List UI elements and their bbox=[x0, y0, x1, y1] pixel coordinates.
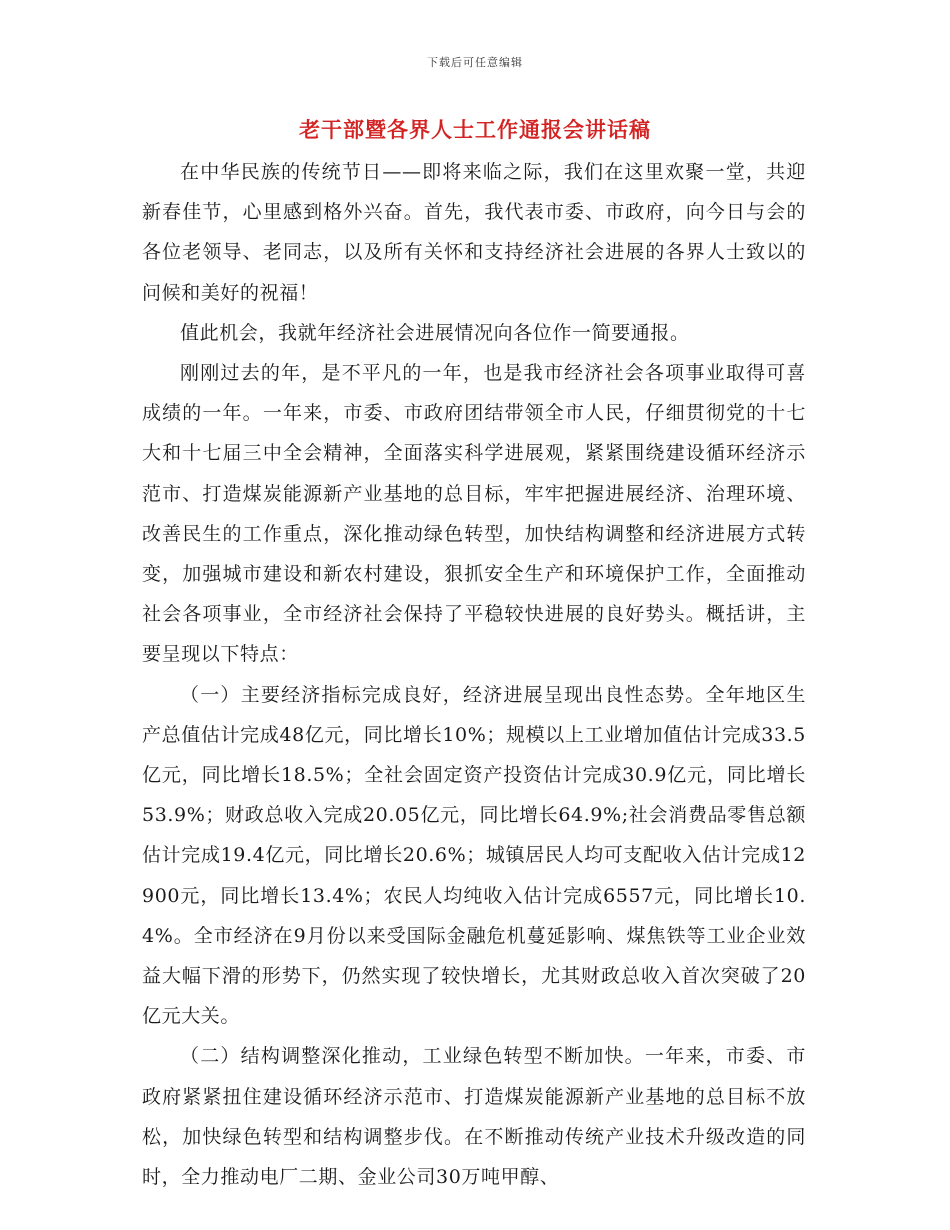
header-note: 下载后可任意编辑 bbox=[427, 56, 523, 69]
paragraph-section-1: （一）主要经济指标完成良好，经济进展呈现出良性态势。全年地区生产总值估计完成48亿元，同比增长10%；规模以上工业增加值估计完成33.5亿元，同比增长18.5%；全社会固定资产投资估计完成30.9亿元，同比增长53.9%；财政总收入完成20.05亿元，同比增长64.9%;社会消费品零售总额估计完成19.4亿元，同比增长20.6%；城镇居民人均可支配收入估计完成12900元，同比增长13.4%；农民人均纯收入估计完成6557元，同比增长10.4%。全市经济在9月份以来受国际金融危机蔓延影响、煤焦铁等工业企业效益大幅下滑的形势下，仍然实现了较快增长，尤其财政总收入首次突破了20亿元大关。 bbox=[142, 683, 806, 1028]
paragraph-section-2: （二）结构调整深化推动，工业绿色转型不断加快。一年来，市委、市政府紧紧扭住建设循环经济示范市、打造煤炭能源新产业基地的总目标不放松，加快绿色转型和结构调整步伐。在不断推动传统产业技术升级改造的同时，全力推动电厂二期、金业公司30万吨甲醇、 bbox=[142, 1045, 806, 1189]
document-title: 老干部暨各界人士工作通报会讲话稿 bbox=[299, 117, 651, 142]
document-body bbox=[142, 152, 806, 1197]
paragraph-overview: 刚刚过去的年，是不平凡的一年，也是我市经济社会各项事业取得可喜成绩的一年。一年来，市委、市政府团结带领全市人民，仔细贯彻党的十七大和十七届三中全会精神，全面落实科学进展观，紧紧围绕建设循环经济示范市、打造煤炭能源新产业基地的总目标，牢牢把握进展经济、治理环境、改善民生的工作重点，深化推动绿色转型，加快结构调整和经济进展方式转变，加强城市建设和新农村建设，狠抓安全生产和环境保护工作，全面推动社会各项事业，全市经济社会保持了平稳较快进展的良好势头。概括讲，主要呈现以下特点： bbox=[142, 362, 806, 666]
paragraph-greeting: 在中华民族的传统节日——即将来临之际，我们在这里欢聚一堂，共迎新春佳节，心里感到格外兴奋。首先，我代表市委、市政府，向今日与会的各位老领导、老同志，以及所有关怀和支持经济社会进展的各界人士致以的问候和美好的祝福！ bbox=[142, 161, 806, 304]
paragraph-intro: 值此机会，我就年经济社会进展情况向各位作一简要通报。 bbox=[180, 321, 690, 344]
